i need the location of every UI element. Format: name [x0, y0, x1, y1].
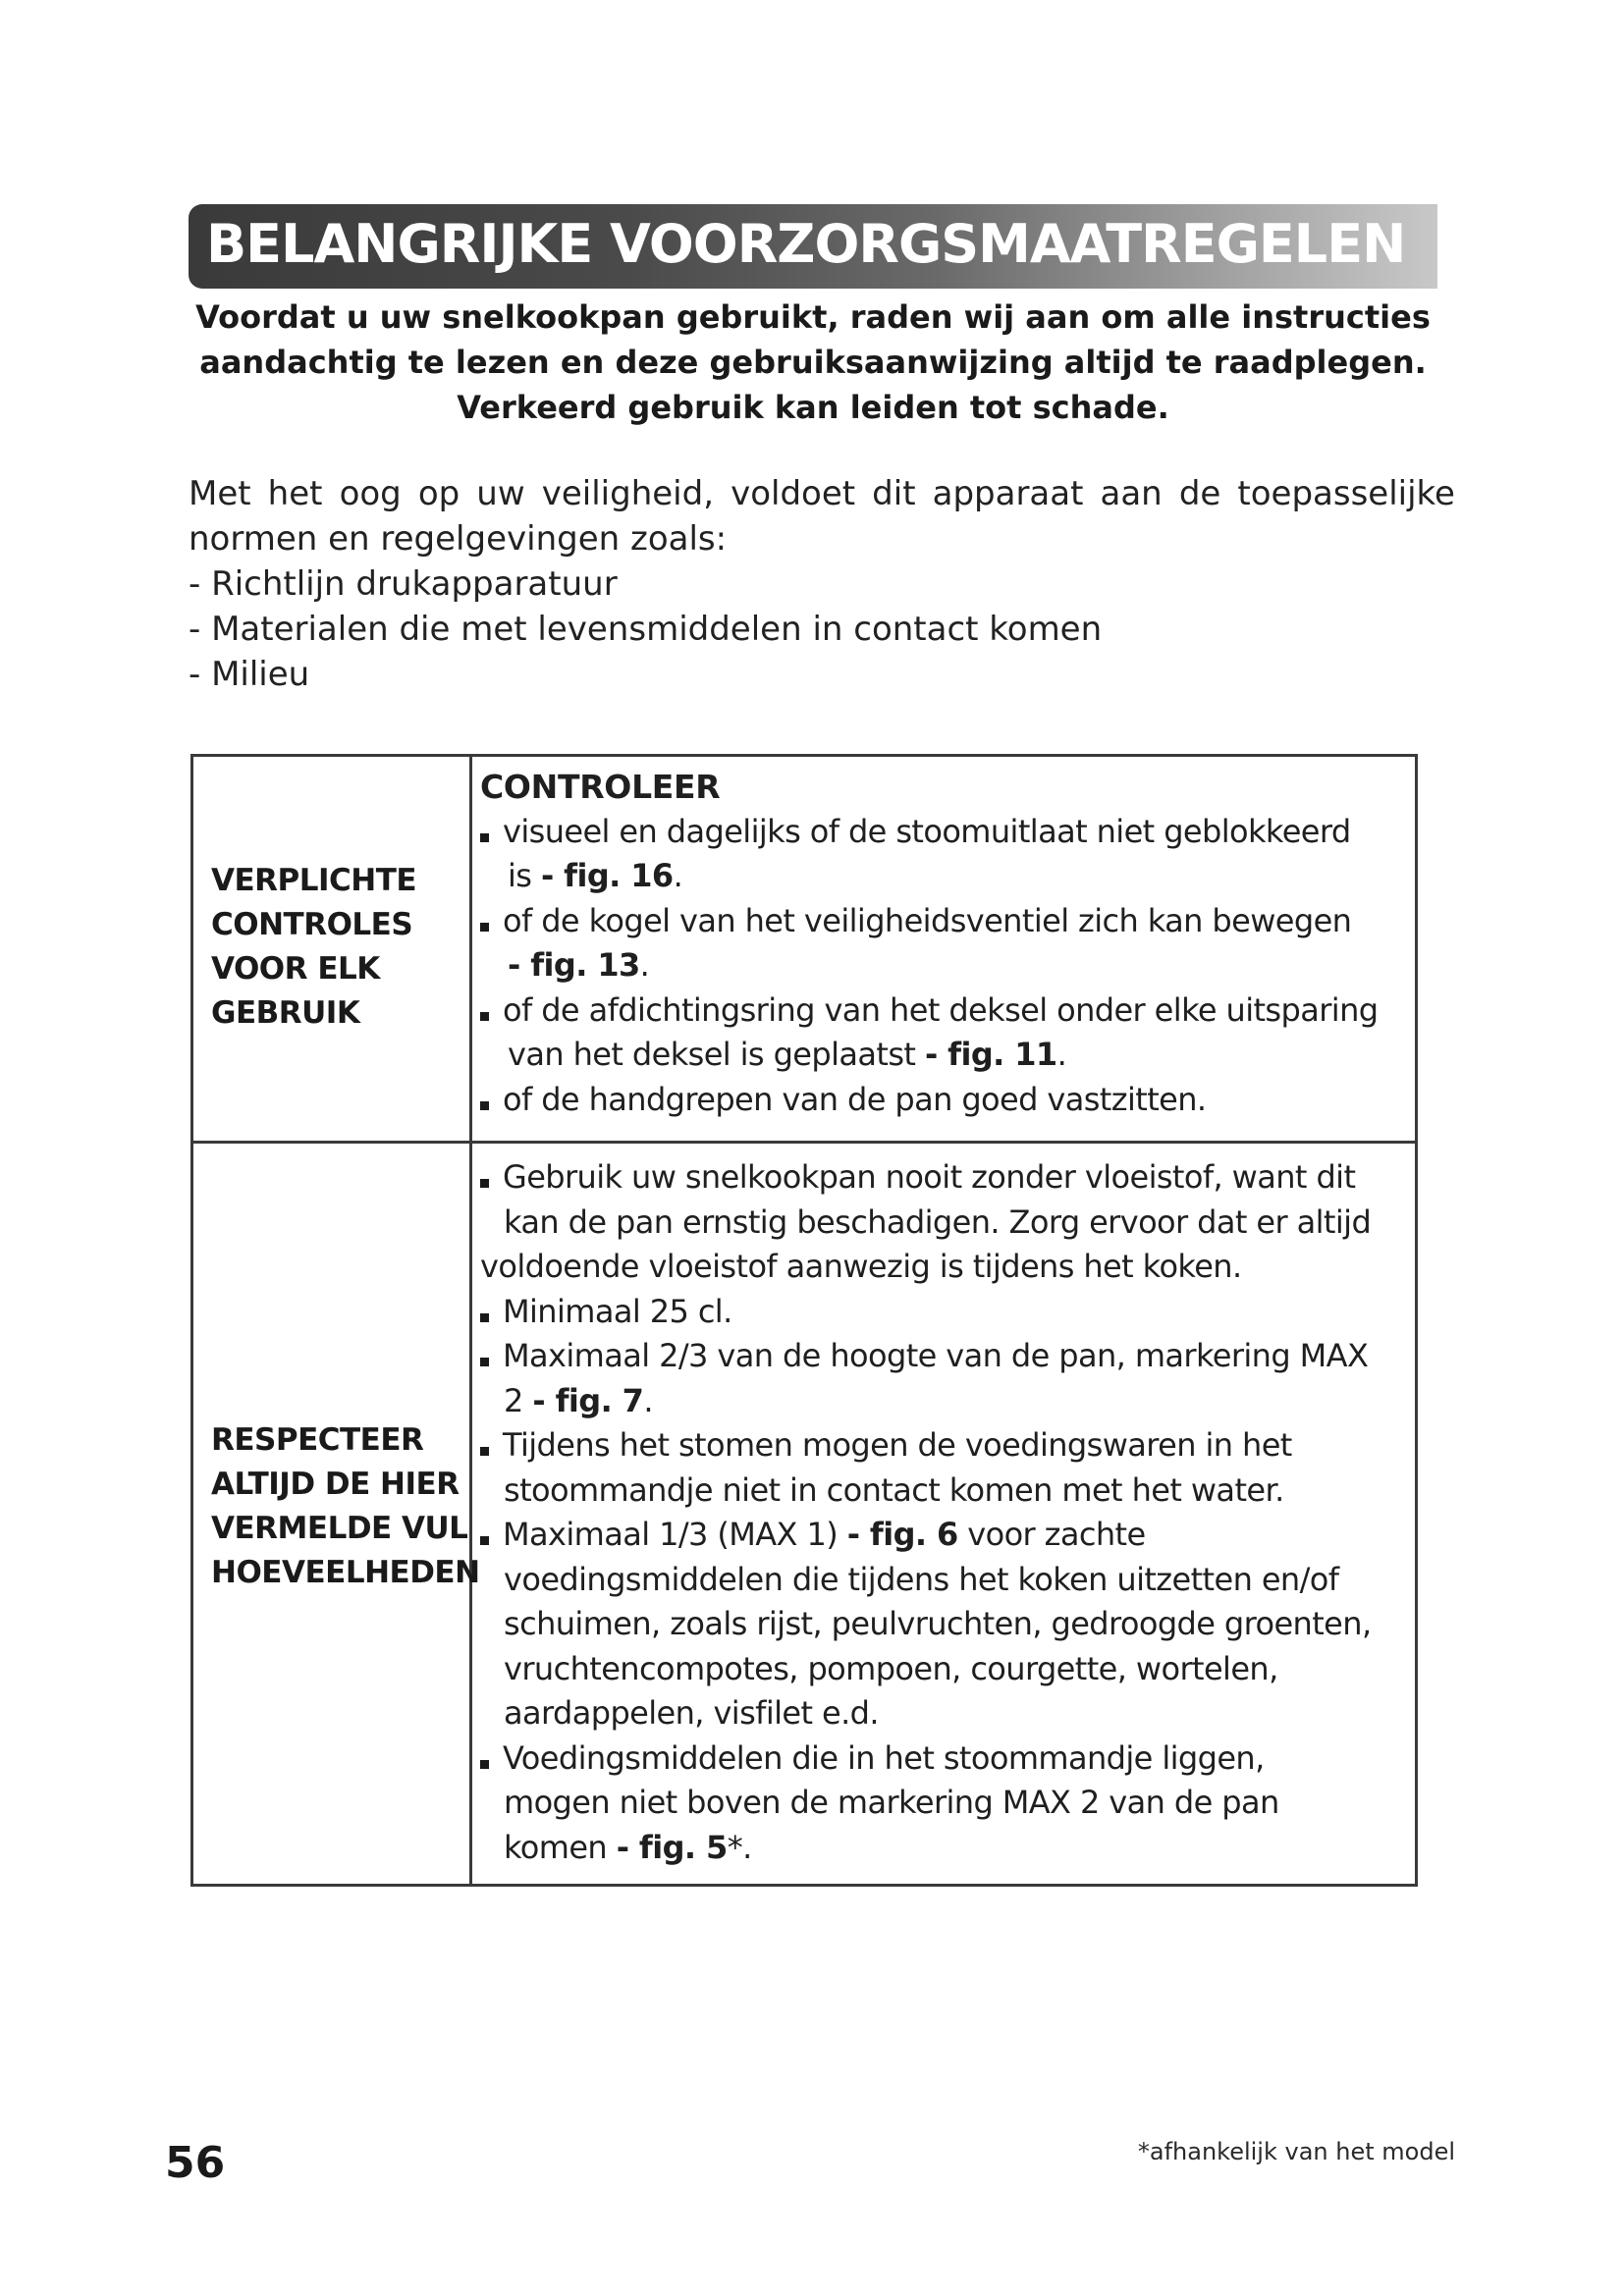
intro-warning — [189, 294, 1437, 430]
row-label-cell — [193, 757, 472, 1141]
fill-item: Gebruik uw snelkookpan nooit zonder vloeistof, want dit — [480, 1155, 1368, 1201]
check-item-cont: van het deksel is geplaatst - fig. 11. — [508, 1036, 1067, 1073]
check-item-cont: - fig. 13. — [508, 946, 650, 984]
intro-line-3: Verkeerd gebruik kan leiden tot schade. — [457, 389, 1169, 426]
fill-item-cont: komen - fig. 5*. — [504, 1828, 752, 1866]
standards-item: - Materialen die met levensmiddelen in contact komen — [189, 610, 1103, 649]
row-label-cell — [193, 1144, 480, 1884]
standards-item: - Milieu — [189, 655, 310, 694]
check-item: of de kogel van het veiligheidsventiel zich kan bewegen — [480, 899, 1378, 944]
table-row-fill-quantities — [193, 1144, 1415, 1884]
row-content-cell — [472, 757, 1415, 1141]
figure-reference: - fig. 13 — [508, 946, 640, 984]
row-label: RESPECTEER ALTIJD DE HIER VERMELDE VUL HOEVEELHEDEN — [211, 1422, 480, 1590]
safety-line-1: Met het oog op uw veiligheid, voldoet dit apparaat aan de toepasselijke — [189, 474, 1455, 513]
fill-item: Maximaal 1/3 (MAX 1) - fig. 6 voor zachte — [480, 1513, 1368, 1558]
bullet-icon — [480, 923, 489, 932]
bullet-icon — [480, 1447, 489, 1456]
page-title: BELANGRIJKE VOORZORGSMAATREGELEN — [206, 213, 1406, 275]
fill-item-cont: stoommandje niet in contact komen met het water. — [504, 1470, 1284, 1509]
table-row-mandatory-checks — [193, 757, 1415, 1144]
bullet-icon — [480, 1179, 489, 1188]
fill-item-cont: vruchtencompotes, pompoen, courgette, wortelen, — [504, 1649, 1278, 1687]
fill-item-cont: voldoende vloeistof aanwezig is tijdens het koken. — [480, 1248, 1242, 1285]
check-item: visueel en dagelijks of de stoomuitlaat niet geblokkeerd — [480, 810, 1378, 855]
check-heading: CONTROLEER — [480, 768, 721, 806]
row-label: VERPLICHTE CONTROLES VOOR ELK GEBRUIK — [211, 863, 417, 1031]
figure-reference: - fig. 7 — [532, 1381, 644, 1419]
check-list — [480, 765, 1378, 1122]
check-item: of de handgrepen van de pan goed vastzitten. — [480, 1078, 1378, 1123]
bullet-icon — [480, 833, 489, 842]
section-header-banner — [189, 204, 1437, 289]
fill-item: Tijdens het stomen mogen de voedingswaren in het — [480, 1423, 1368, 1468]
fill-item: Maximaal 2/3 van de hoogte van de pan, markering MAX — [480, 1334, 1368, 1379]
bullet-icon — [480, 1358, 489, 1366]
figure-reference: - fig. 11 — [924, 1036, 1057, 1073]
bullet-icon — [480, 1012, 489, 1021]
safety-line-2: normen en regelgevingen zoals: — [189, 519, 728, 559]
page-number: 56 — [165, 2138, 226, 2188]
safety-paragraph — [189, 471, 1455, 697]
check-item: of de afdichtingsring van het deksel onder elke uitsparing — [480, 988, 1378, 1034]
footnote: *afhankelijk van het model — [1137, 2138, 1455, 2165]
fill-item-cont: mogen niet boven de markering MAX 2 van de pan — [504, 1784, 1279, 1821]
precautions-table — [190, 754, 1418, 1887]
bullet-icon — [480, 1536, 489, 1545]
fill-item-cont: voedingsmiddelen die tijdens het koken uitzetten en/of — [504, 1560, 1339, 1598]
bullet-icon — [480, 1760, 489, 1769]
fill-item: Voedingsmiddelen die in het stoommandje liggen, — [480, 1736, 1368, 1782]
figure-reference: - fig. 6 — [846, 1516, 958, 1553]
row-content-cell — [472, 1144, 1415, 1884]
bullet-icon — [480, 1101, 489, 1110]
intro-line-1: Voordat u uw snelkookpan gebruikt, raden wij aan om alle instructies — [195, 298, 1431, 336]
fill-item-cont: kan de pan ernstig beschadigen. Zorg ervoor dat er altijd — [504, 1202, 1372, 1241]
bullet-icon — [480, 1313, 489, 1322]
figure-reference: - fig. 16 — [540, 857, 674, 894]
fill-item-cont: 2 - fig. 7. — [504, 1381, 653, 1419]
intro-line-2: aandachtig te lezen en deze gebruiksaanwijzing altijd te raadplegen. — [199, 344, 1427, 381]
fill-item: Minimaal 25 cl. — [480, 1290, 1368, 1335]
figure-reference: - fig. 5 — [616, 1828, 728, 1866]
fill-list — [480, 1155, 1372, 1870]
check-item-cont: is - fig. 16. — [508, 857, 683, 894]
fill-item-cont: schuimen, zoals rijst, peulvruchten, gedroogde groenten, — [504, 1605, 1372, 1642]
fill-item-cont: aardappelen, visfilet e.d. — [504, 1694, 879, 1732]
standards-item: - Richtlijn drukapparatuur — [189, 564, 618, 604]
